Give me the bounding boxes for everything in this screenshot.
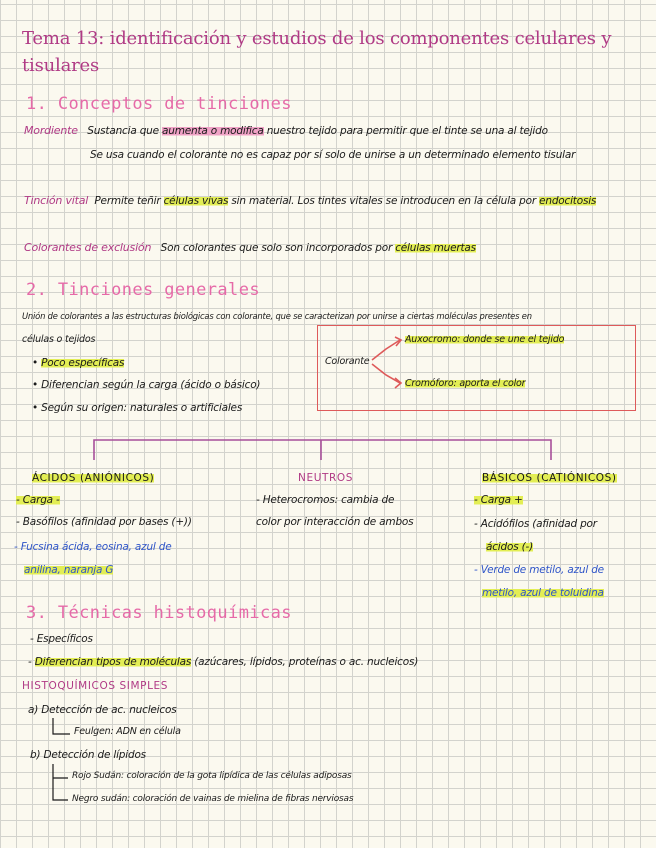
col-acidos-line-1 xyxy=(16,494,60,506)
col-acidos-line-4 xyxy=(24,564,113,576)
arrow-auxocromo xyxy=(372,340,400,360)
classification-bracket xyxy=(94,440,551,460)
col-basicos-line-3 xyxy=(486,541,533,553)
col-basicos-line-4: - Verde de metilo, azul de xyxy=(474,564,604,576)
s3-diferencian-text: (azúcares, lípidos, proteínas o ac. nucleicos) xyxy=(194,656,419,668)
connector-lipidos xyxy=(53,764,68,800)
col-acidos-heading xyxy=(32,472,154,484)
col-basicos-line-1 xyxy=(474,494,523,506)
s3-especificos: - Específicos xyxy=(30,633,93,645)
s3-diferencian-highlight: Diferencian tipos de moléculas xyxy=(34,656,192,668)
s3-simples-heading: HISTOQUÍMICOS SIMPLES xyxy=(22,680,169,692)
s3-rojo-sudan: Rojo Sudán: coloración de la gota lipídica de las células adiposas xyxy=(72,771,352,781)
col-basicos-line-1-text: - Carga + xyxy=(474,494,523,506)
col-acidos-line-3: - Fucsina ácida, eosina, azul de xyxy=(14,541,172,553)
exclusion-term: Colorantes de exclusión xyxy=(24,241,152,254)
col-neutros-line-1: - Heterocromos: cambia de xyxy=(256,494,395,506)
col-acidos-line-1-text: - Carga - xyxy=(16,494,60,506)
col-basicos-line-5 xyxy=(482,587,604,599)
mordiente-text-b: nuestro tejido para permitir que el tinte se una al tejido xyxy=(266,125,548,137)
auxocromo-label: Auxocromo: donde se une el tejido xyxy=(405,334,565,345)
col-basicos-line-3-text: ácidos (-) xyxy=(486,541,534,553)
s3-feulgen: Feulgen: ADN en célula xyxy=(74,726,181,737)
col-acidos-line-2: - Basófilos (afinidad por bases (+)) xyxy=(16,516,192,528)
s2-bullet-3-text: Según su origen: naturales o artificiales xyxy=(41,402,243,414)
arrow-cromoforo-head xyxy=(395,378,401,388)
s2-intro-line-2: células o tejidos xyxy=(22,334,96,345)
col-basicos-line-2: - Acidófilos (afinidad por xyxy=(474,518,597,530)
vital-highlight-1: células vivas xyxy=(163,195,229,207)
s3-diferencian-dash: - xyxy=(28,656,32,668)
section-heading-2: 2. Tinciones generales xyxy=(26,280,260,300)
s3-a-item: a) Detección de ac. nucleicos xyxy=(28,704,177,716)
vital-highlight-2: endocitosis xyxy=(539,195,597,207)
colorante-label: Colorante xyxy=(325,356,370,367)
mordiente-line-2: Se usa cuando el colorante no es capaz por sí solo de unirse a un determinado elemento tisular xyxy=(90,149,576,161)
vital-text-b: sin material. Los tintes vitales se introducen en la célula por xyxy=(231,195,536,207)
page-title: Tema 13: identificación y estudios de los componentes celulares y tisulares xyxy=(22,28,612,76)
section-heading-3: 3. Técnicas histoquímicas xyxy=(26,603,292,623)
col-basicos-heading xyxy=(482,472,617,484)
col-neutros-heading xyxy=(298,472,353,484)
arrow-cromoforo xyxy=(372,364,400,383)
exclusion-highlight: células muertas xyxy=(395,242,476,254)
col-acidos-line-4-text: anilina, naranja G xyxy=(24,564,114,576)
s2-bullet-2-text: Diferencian según la carga (ácido o básico) xyxy=(41,379,261,391)
mordiente-term: Mordiente xyxy=(24,124,78,137)
col-basicos-heading-text: BÁSICOS (CATIÓNICOS) xyxy=(482,472,617,484)
col-acidos-heading-text: ÁCIDOS (ANIÓNICOS) xyxy=(32,472,155,484)
col-neutros-line-2: color por interacción de ambos xyxy=(256,516,414,528)
col-basicos-line-5-text: metilo, azul de toluidina xyxy=(482,587,604,599)
cromoforo-label: Cromóforo: aporta el color xyxy=(405,378,526,389)
vital-term: Tinción vital xyxy=(24,194,89,207)
mordiente-highlight: aumenta o modifica xyxy=(162,125,264,137)
mordiente-text-a: Sustancia que xyxy=(87,125,159,137)
exclusion-text: Son colorantes que solo son incorporados por xyxy=(160,242,393,254)
s3-diferencian-line xyxy=(28,656,418,668)
section-heading-1: 1. Conceptos de tinciones xyxy=(26,94,292,114)
vital-text-a: Permite teñir xyxy=(94,195,161,207)
s2-bullet-1-text: Poco específicas xyxy=(41,357,125,369)
s3-negro-sudan: Negro sudán: coloración de vainas de mielina de fibras nerviosas xyxy=(72,794,354,804)
col-neutros-heading-text: NEUTROS xyxy=(298,472,354,484)
s2-intro-line-1: Unión de colorantes a las estructuras biológicas con colorante, que se caracterizan por unirse a ciertas moléculas presentes en xyxy=(22,311,532,321)
s3-b-item: b) Detección de lípidos xyxy=(30,749,146,761)
connector-feulgen xyxy=(53,718,70,734)
